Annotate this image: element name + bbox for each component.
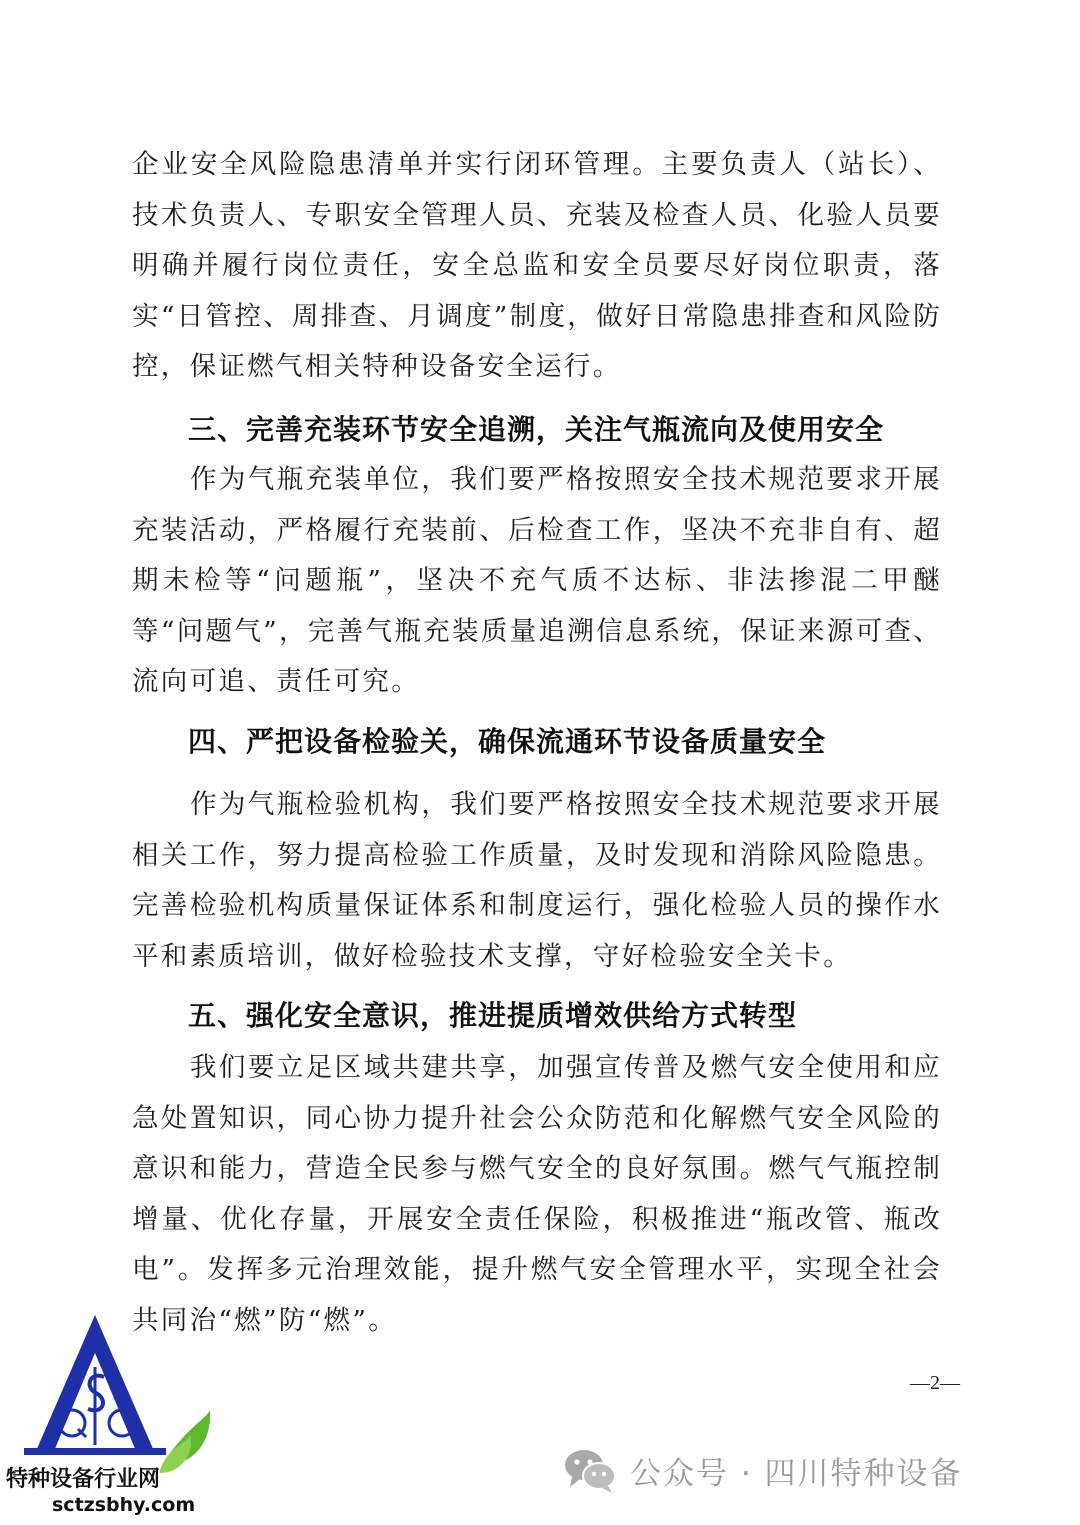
logo-site-name: 特种设备行业网 <box>6 1467 161 1492</box>
page-number: —2— <box>910 1372 960 1394</box>
paragraph-2-continued: 企业安全风险隐患清单并实行闭环管理。主要负责人（站长）、技术负责人、专职安全管理人员、充装及检查人员、化验人员要明确并履行岗位责任，安全总监和安全员要尽好岗位职责，落实“日管控、周排查、月调度”制度，做好日常隐患排查和风险防控，保证燃气相关特种设备安全运行。 <box>132 149 942 382</box>
paragraph-3: 作为气瓶充装单位，我们要严格按照安全技术规范要求开展充装活动，严格履行充装前、后检查工作，坚决不充非自有、超期未检等“问题瓶”，坚决不充气质不达标、非法掺混二甲醚等“问题气”，完善气瓶充装质量追溯信息系统，保证来源可查、流向可追、责任可究。 <box>132 464 942 697</box>
wechat-watermark <box>562 1442 963 1498</box>
wechat-account-label: 公众号 · 四川特种设备 <box>630 1455 963 1492</box>
paragraph-4: 作为气瓶检验机构，我们要严格按照安全技术规范要求开展相关工作，努力提高检验工作质量，及时发现和消除风险隐患。完善检验机构质量保证体系和制度运行，强化检验人员的操作水平和素质培训，做好检验技术支撑，守好检验安全关卡。 <box>132 789 942 972</box>
section-heading-4: 四、严把设备检验关，确保流通环节设备质量安全 <box>188 725 827 758</box>
wechat-icon <box>562 1445 618 1495</box>
paragraph-5: 我们要立足区域共建共享，加强宣传普及燃气安全使用和应急处置知识，同心协力提升社会公众防范和化解燃气安全风险的意识和能力，营造全民参与燃气安全的良好氛围。燃气气瓶控制增量、优化存量，开展安全责任保险，积极推进“瓶改管、瓶改电”。发挥多元治理效能，提升燃气安全管理水平，实现全社会共同治“燃”防“燃”。 <box>132 1052 942 1336</box>
section-heading-3: 三、完善充装环节安全追溯，关注气瓶流向及使用安全 <box>188 413 885 446</box>
section-heading-5: 五、强化安全意识，推进提质增效供给方式转型 <box>188 999 798 1032</box>
logo-site-url: sctzsbhy.com <box>52 1494 196 1516</box>
